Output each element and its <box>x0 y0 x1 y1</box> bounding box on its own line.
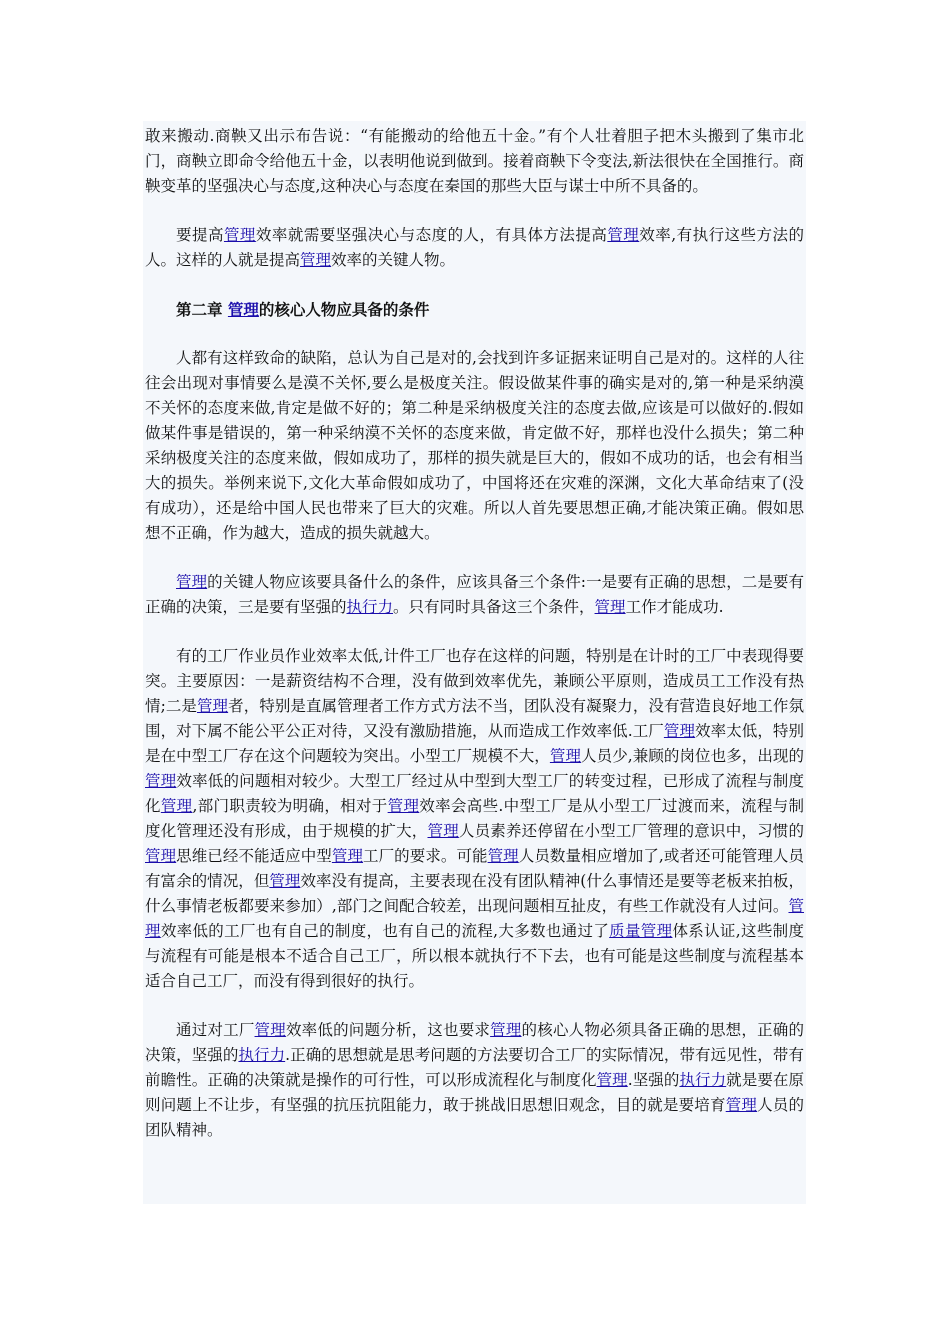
paragraph <box>145 346 804 546</box>
text-run: 人员数量相应增加了,或者还可能管理人员有富余的情况，但 <box>145 847 804 890</box>
keyword-link[interactable]: 管理 <box>594 598 626 616</box>
text-run: 有的工厂作业员作业效率太低,计件工厂也存在这样的问题，特别是在计时的工厂中表现得要突。主要原因：一是薪资结构不合理，没有做到效率优先，兼顾公平原则，造成员工工作没有热情;二是 <box>145 647 804 715</box>
keyword-link[interactable]: 执行力 <box>679 1071 727 1089</box>
keyword-link[interactable]: 管理 <box>160 797 193 815</box>
text-run: 通过对工厂 <box>176 1021 255 1039</box>
section-heading <box>145 297 804 322</box>
text-run: 者，特别是直属管理者工作方式方法不当，团队没有凝聚力，没有营造良好地工作氛围，对下属不能公平公正对待，又没有激励措施，从而造成工作效率低.工厂 <box>145 697 804 740</box>
text-run: 敢来搬动.商鞅又出示布告说：“有能搬动的给他五十金。”有个人壮着胆子把木头搬到了集市北门，商鞅立即命令给他五十金，以表明他说到做到。接着商鞅下令变法,新法很快在全国推行。商鞅变革的坚强决心与态度,这种决心与态度在秦国的那些大臣与谋士中所不具备的。 <box>145 127 804 195</box>
keyword-link[interactable]: 管理 <box>596 1071 628 1089</box>
keyword-link[interactable]: 管理 <box>300 251 332 269</box>
keyword-link[interactable]: 管理 <box>663 722 696 740</box>
text-run: 人都有这样致命的缺陷，总认为自己是对的,会找到许多证据来证明自己是对的。这样的人往往会出现对事情要么是漠不关怀,要么是极度关注。假设做某件事的确实是对的,第一种是采纳漠不关怀的态度来做,肯定是做不好的；第二种是采纳极度关注的态度去做,应该是可以做好的.假如做某件事是错误的，第一种采纳漠不关怀的态度来做，肯定做不好，那样也没什么损失；第二种采纳极度关注的态度来做，假如成功了，那样的损失就是巨大的，假如不成功的话，也会有相当大的损失。举例来说下,文化大革命假如成功了，中国将还在灾难的深渊，文化大革命结束了(没有成功），还是给中国人民也带来了巨大的灾难。所以人首先要思想正确,才能决策正确。假如思想不正确，作为越大，造成的损失就越大。 <box>145 349 804 542</box>
text-run: 人员素养还停留在小型工厂管理的意识中，习惯的 <box>458 822 804 840</box>
text-run: 的核心人物必须具备正确的思想，正确的决策，坚强的 <box>145 1021 804 1064</box>
text-run: 第二章 <box>176 300 228 319</box>
paragraph <box>145 644 804 994</box>
text-run: 效率低的问题相对较少。大型工厂经过从中型到大型工厂的转变过程，已形成了流程与制度化 <box>145 772 804 815</box>
text-run: .正确的思想就是思考问题的方法要切合工厂的实际情况，带有远见性，带有前瞻性。正确的决策就是操作的可行性，可以形成流程化与制度化 <box>145 1046 804 1089</box>
text-run: 效率的关键人物。 <box>331 251 456 269</box>
article-body <box>143 121 806 1204</box>
text-run: 的核心人物应具备的条件 <box>258 300 430 319</box>
keyword-link[interactable]: 质量管理 <box>609 922 673 940</box>
keyword-link[interactable]: 管理 <box>607 226 640 244</box>
text-run: 。只有同时具备这三个条件， <box>393 598 595 616</box>
paragraph <box>145 223 804 273</box>
text-run: ,部门职责较为明确，相对于 <box>192 797 388 815</box>
keyword-link[interactable]: 管理 <box>549 747 582 765</box>
keyword-link[interactable]: 管理 <box>487 847 519 865</box>
keyword-link[interactable]: 管理 <box>145 772 177 790</box>
text-run: 工作才能成功. <box>625 598 724 616</box>
keyword-link[interactable]: 管理 <box>145 847 177 865</box>
paragraph <box>145 124 804 199</box>
keyword-link[interactable]: 管理 <box>269 872 301 890</box>
paragraph <box>145 1018 804 1143</box>
keyword-link[interactable]: 管理 <box>725 1096 758 1114</box>
text-run: 效率就需要坚强决心与态度的人，有具体方法提高 <box>255 226 608 244</box>
text-run: .坚强的 <box>627 1071 680 1089</box>
text-run: 人员少,兼顾的岗位也多，出现的 <box>581 747 804 765</box>
text-run: 效率会高些.中型工厂是从小型工厂过渡而来，流程与制度化管理还没有形成，由于规模的扩大， <box>145 797 804 840</box>
text-run: 的关键人物应该要具备什么的条件，应该具备三个条件:一是要有正确的思想，二是要有正确的决策，三是要有坚强的 <box>145 573 804 616</box>
keyword-link[interactable]: 管理 <box>490 1021 522 1039</box>
keyword-link[interactable]: 管理 <box>196 697 229 715</box>
text-run: 效率低的问题分析，这也要求 <box>285 1021 491 1039</box>
keyword-link[interactable]: 管理 <box>254 1021 286 1039</box>
keyword-link[interactable]: 执行力 <box>346 598 394 616</box>
text-run: 就是要在原则问题上不让步，有坚强的抗压抗阻能力，敢于挑战旧思想旧观念，目的就是要培育 <box>145 1071 804 1114</box>
keyword-link[interactable]: 管理 <box>387 797 420 815</box>
text-run: 人员的团队精神。 <box>145 1096 804 1139</box>
keyword-link[interactable]: 执行力 <box>238 1046 286 1064</box>
keyword-link[interactable]: 管理 <box>227 300 259 319</box>
keyword-link[interactable]: 管理 <box>223 226 256 244</box>
text-run: 效率太低，特别是在中型工厂存在这个问题较为突出。小型工厂规模不大， <box>145 722 804 765</box>
text-run: 思维已经不能适应中型 <box>176 847 332 865</box>
text-run: 体系认证,这些制度与流程有可能是根本不适合自己工厂，所以根本就执行不下去，也有可能是这些制度与流程基本适合自己工厂，而没有得到很好的执行。 <box>145 922 804 990</box>
text-run: 效率没有提高，主要表现在没有团队精神(什么事情还是要等老板来拍板，什么事情老板都要来参加）,部门之间配合较差，出现问题相互扯皮，有些工作就没有人过问。 <box>145 872 804 915</box>
keyword-link[interactable]: 管理 <box>145 897 804 940</box>
text-run: 效率低的工厂也有自己的制度，也有自己的流程,大多数也通过了 <box>160 922 610 940</box>
keyword-link[interactable]: 管理 <box>331 847 364 865</box>
text-run: 工厂的要求。可能 <box>363 847 488 865</box>
keyword-link[interactable]: 管理 <box>427 822 459 840</box>
paragraph <box>145 570 804 620</box>
text-run: 效率,有执行这些方法的人。这样的人就是提高 <box>145 226 804 269</box>
text-run: 要提高 <box>176 226 224 244</box>
keyword-link[interactable]: 管理 <box>176 573 208 591</box>
